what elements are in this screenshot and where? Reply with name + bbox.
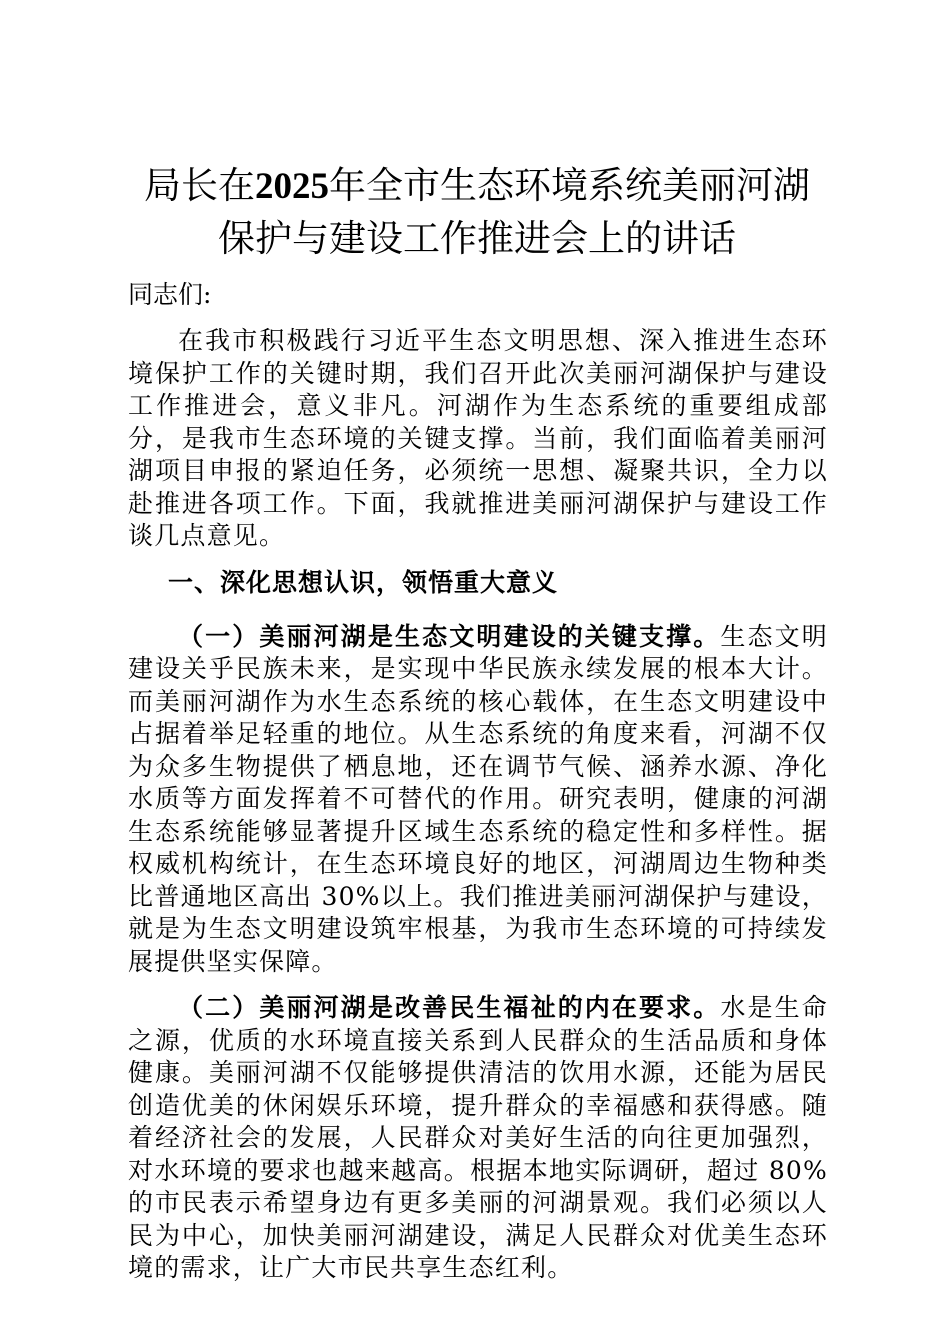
intro-paragraph: 在我市积极践行习近平生态文明思想、深入推进生态环境保护工作的关键时期，我们召开此次美丽河湖保护与建设工作推进会，意义非凡。河湖作为生态系统的重要组成部分，是我市生态环境的关键支撑。当前，我们面临着美丽河湖项目申报的紧迫任务，必须统一思想、凝聚共识，全力以赴推进各项工作。下面，我就推进美丽河湖保护与建设工作谈几点意见。 (128, 326, 828, 550)
paragraph-1 (128, 621, 828, 979)
paragraph-1-text: 生态文明建设关乎民族未来，是实现中华民族永续发展的根本大计。而美丽河湖作为水生态系统的核心载体，在生态文明建设中占据着举足轻重的地位。从生态系统的角度来看，河湖不仅为众多生物提供了栖息地，还在调节气候、涵养水源、净化水质等方面发挥着不可替代的作用。研究表明，健康的河湖生态系统能够显著提升区域生态系统的稳定性和多样性。据权威机构统计，在生态环境良好的地区，河湖周边生物种类比普通地区高出 30%以上。我们推进美丽河湖保护与建设，就是为生态文明建设筑牢根基，为我市生态环境的可持续发展提供坚实保障。 (128, 621, 828, 976)
title-part-2: 年全市生态环境系统美丽河湖保护与建设工作推进会上的讲话 (218, 164, 810, 260)
section-heading-1: 一、深化思想认识，领悟重大意义 (168, 567, 559, 597)
document-title (126, 160, 828, 265)
greeting: 同志们: (128, 280, 212, 309)
paragraph-2 (128, 992, 828, 1285)
paragraph-1-lead: （一）美丽河湖是生态文明建设的关键支撑。 (178, 621, 721, 651)
title-part-1: 局长在 (144, 164, 255, 207)
paragraph-2-text: 水是生命之源，优质的水环境直接关系到人民群众的生活品质和身体健康。美丽河湖不仅能够提供清洁的饮用水源，还能为居民创造优美的休闲娱乐环境，提升群众的幸福感和获得感。随着经济社会的发展，人民群众对美好生活的向往更加强烈，对水环境的要求也越来越高。根据本地实际调研，超过 80%的市民表示希望身边有更多美丽的河湖景观。我们必须以人民为中心，加快美丽河湖建设，满足人民群众对优美生态环境的需求，让广大市民共享生态红利。 (128, 993, 828, 1282)
title-year: 2025 (255, 166, 329, 207)
paragraph-2-lead: （二）美丽河湖是改善民生福祉的内在要求。 (178, 993, 721, 1022)
document-page (128, 160, 828, 1299)
